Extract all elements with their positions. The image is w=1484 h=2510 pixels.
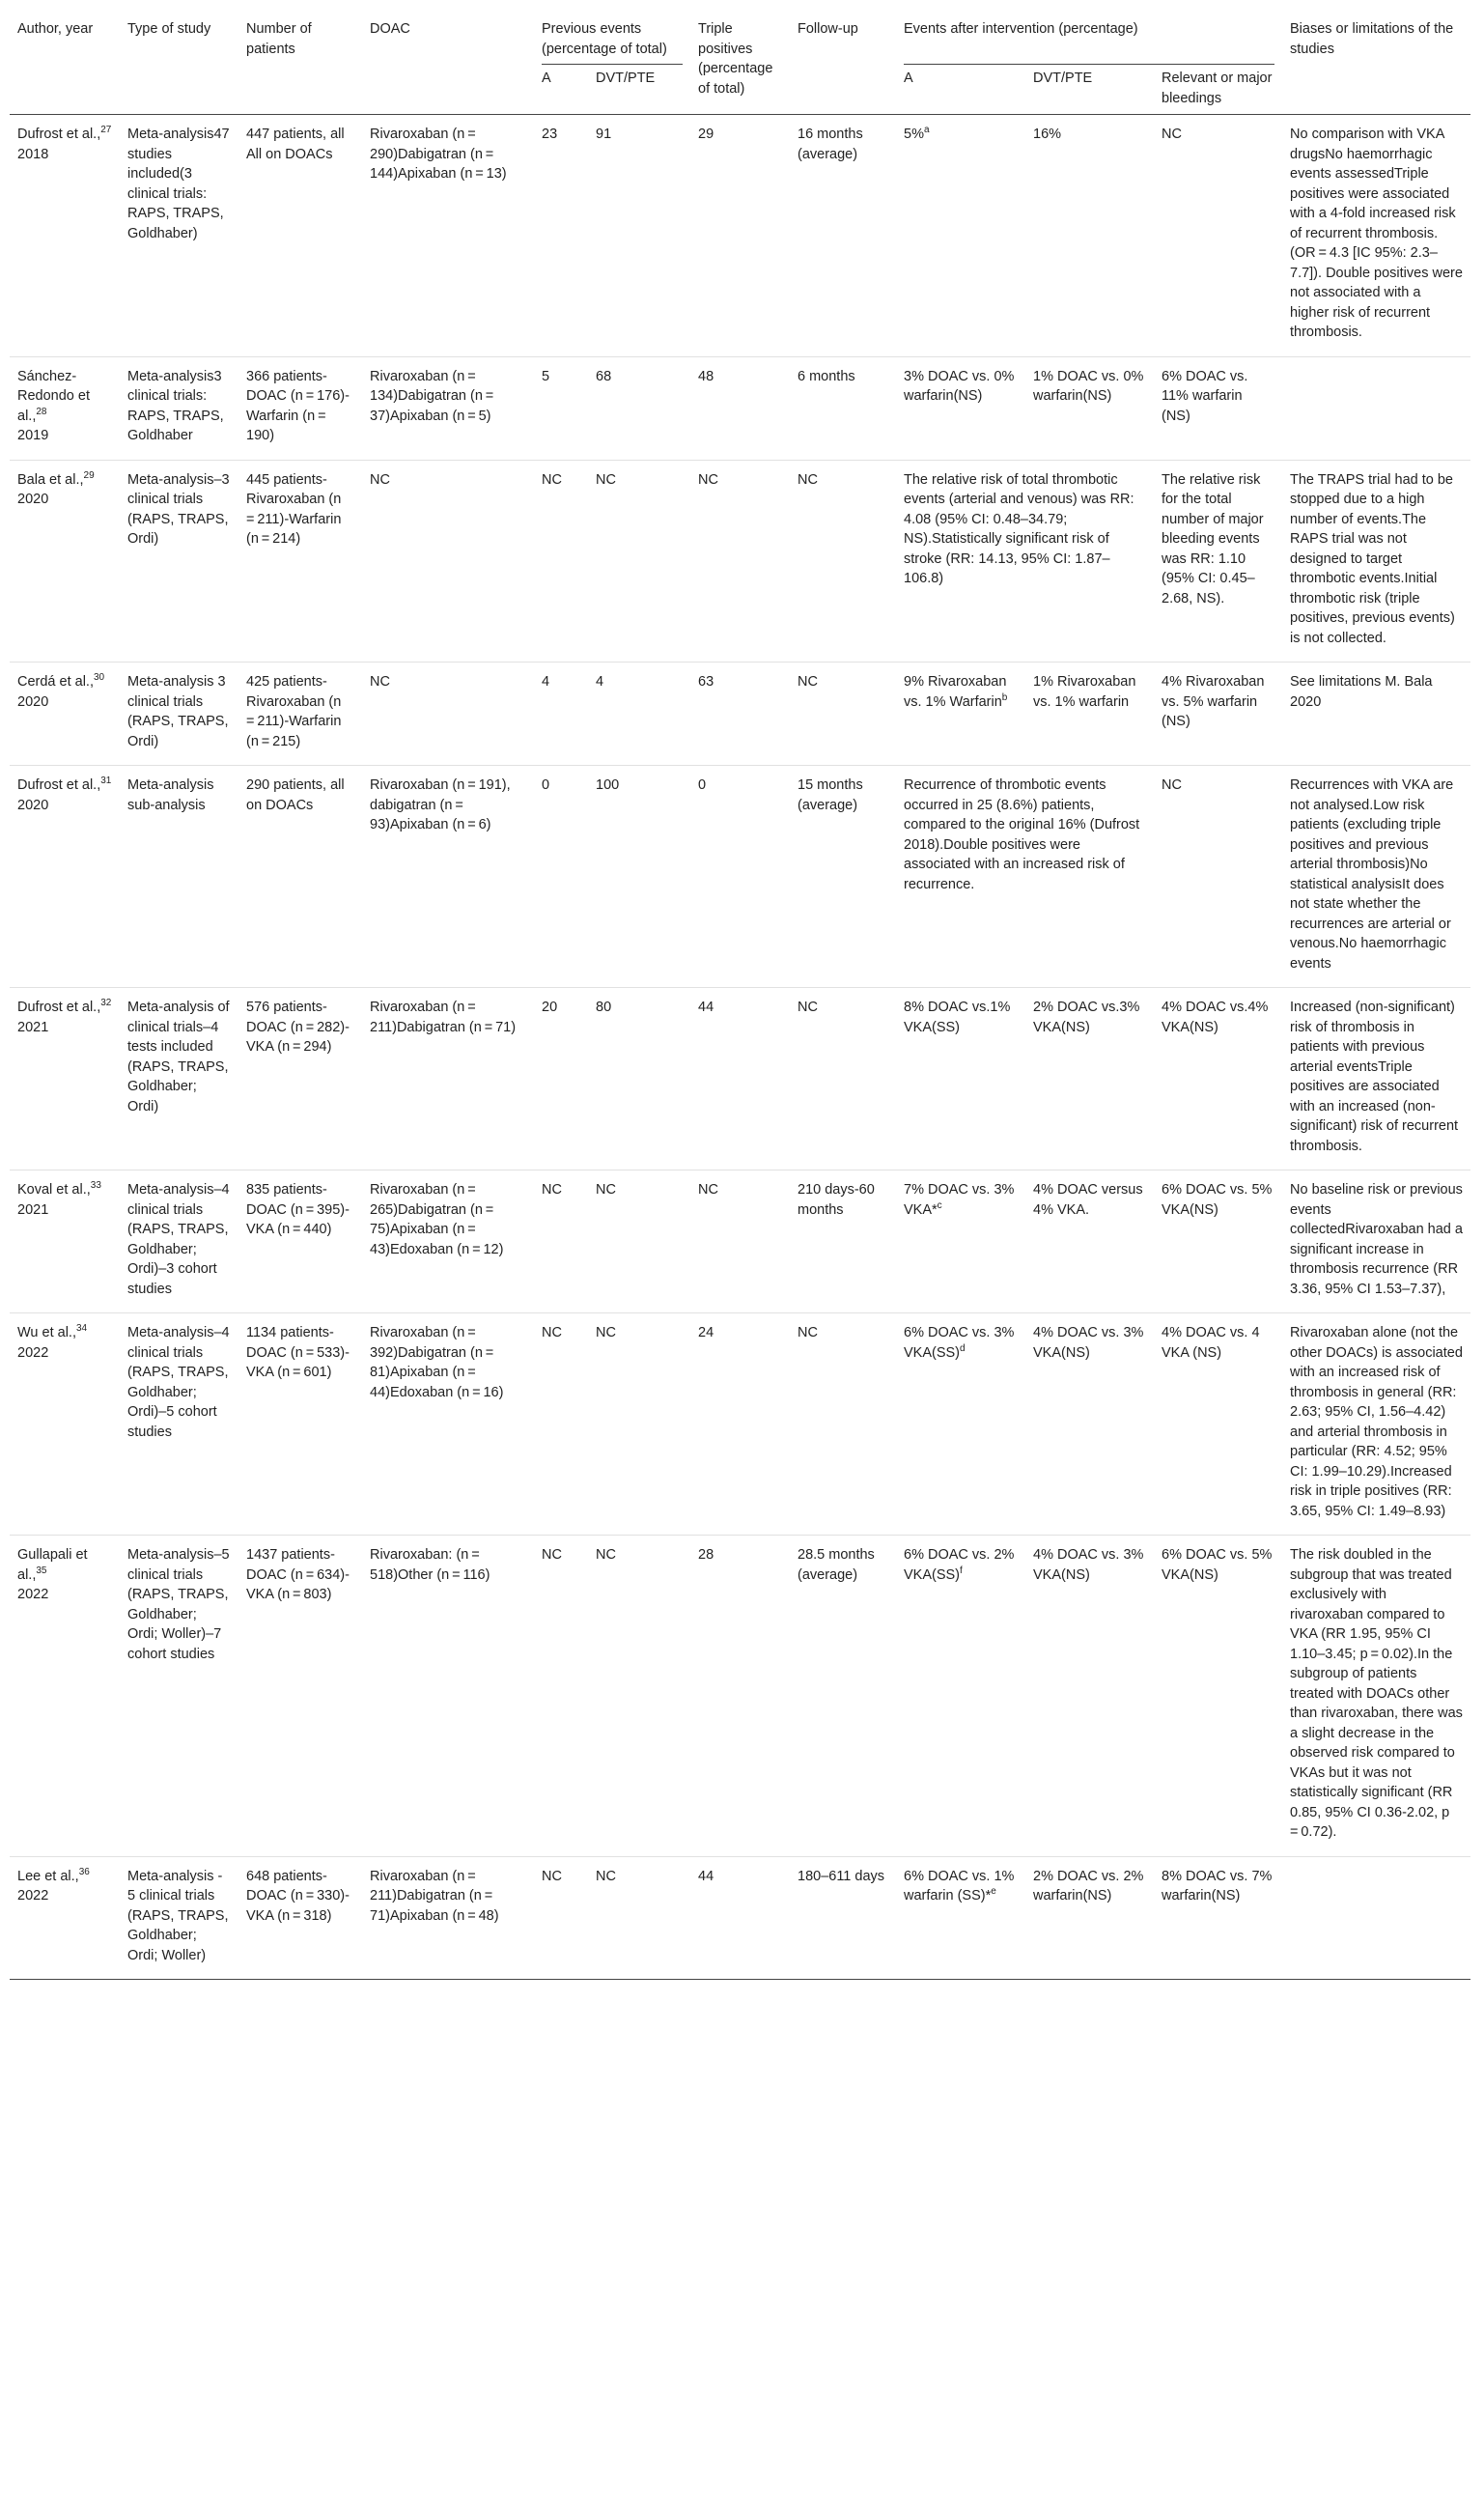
cell-type: Meta-analysis–4 clinical trials (RAPS, TRAPS, Goldhaber; Ordi)–3 cohort studies [127,1182,230,1297]
header-biases: Biases or limitations of the studies [1290,21,1454,57]
table-row [10,663,1470,766]
cell-bias: The TRAPS trial had to be stopped due to a high number of events.The RAPS trial was not designed to target thrombotic events.Initial thrombotic risk (triple positives, previous events) is not collected. [1290,471,1455,646]
cell-followup: 15 months (average) [798,777,863,813]
cell-events-merged: The relative risk of total thrombotic events (arterial and venous) was RR: 4.08 (95% CI: 0.48–34.79; NS).Statistically significant risk of stroke (RR: 14.13, 95% CI: 1.87–106.8) [904,471,1134,586]
cell-author: Koval et al.,$^{33}$ 2021 [17,1180,101,1218]
header-ev-a: A [904,71,913,86]
cell-author: Dufrost et al.,$^{27}$ 2018 [17,125,112,162]
cell-ev-dvt: 4% DOAC vs. 3% VKA(NS) [1033,1547,1144,1583]
cell-followup: NC [798,674,818,690]
cell-ev-a: 9% Rivaroxaban vs. 1% Warfarin$^b$ [904,674,1008,710]
cell-patients: 835 patients-DOAC (n = 395)-VKA (n = 440) [246,1182,350,1237]
cell-bias: Recurrences with VKA are not analysed.Low risk patients (excluding triple positives and previous arterial thrombosis)No statistical analysisIt does not state whether the recurrences are arterial or venous.No haemorrhagic events [1290,777,1454,972]
table-row [10,115,1470,357]
cell-ev-a: 7% DOAC vs. 3% VKA*$^c$ [904,1182,1015,1218]
cell-followup: NC [798,1325,818,1340]
cell-followup: 180–611 days [798,1868,885,1884]
cell-author: Dufrost et al.,$^{32}$ 2021 [17,998,112,1035]
cell-prev-a: NC [542,1547,562,1563]
cell-prev-dvt: NC [596,1868,616,1884]
studies-table [10,8,1470,1980]
cell-doac: Rivaroxaban (n = 290)Dabigatran (n = 144)Apixaban (n = 13) [370,127,507,182]
cell-type: Meta-analysis - 5 clinical trials (RAPS, TRAPS, Goldhaber; Ordi; Woller) [127,1868,229,1963]
table-row [10,1170,1470,1313]
cell-patients: 290 patients, all on DOACs [246,777,345,813]
cell-ev-dvt: 4% DOAC vs. 3% VKA(NS) [1033,1325,1144,1361]
cell-ev-a: 6% DOAC vs. 1% warfarin (SS)*$^e$ [904,1868,1015,1904]
cell-ev-a: 8% DOAC vs.1% VKA(SS) [904,1000,1011,1035]
header-previous-events: Previous events (percentage of total) [534,8,690,65]
cell-prev-dvt: NC [596,471,616,488]
cell-patients: 648 patients-DOAC (n = 330)-VKA (n = 318) [246,1868,350,1924]
cell-doac: Rivaroxaban (n = 211)Dabigatran (n = 71) [370,1000,517,1035]
cell-ev-dvt: 4% DOAC versus 4% VKA. [1033,1182,1143,1218]
cell-type: Meta-analysis 3 clinical trials (RAPS, TRAPS, Ordi) [127,674,229,749]
header-triple-positives: Triple positives (percentage of total) [698,21,773,97]
cell-triple: NC [698,1182,718,1198]
cell-ev-bleed: 6% DOAC vs. 5% VKA(NS) [1162,1182,1273,1218]
cell-author: Gullapali et al.,$^{35}$ 2022 [17,1547,88,1602]
cell-triple: 28 [698,1547,714,1563]
cell-ev-dvt: 2% DOAC vs. 2% warfarin(NS) [1033,1868,1144,1904]
cell-author: Lee et al.,$^{36}$ 2022 [17,1866,90,1904]
cell-followup: 210 days-60 months [798,1182,875,1218]
cell-ev-dvt: 1% Rivaroxaban vs. 1% warfarin [1033,674,1136,710]
cell-ev-bleed: NC [1162,127,1182,142]
cell-ev-dvt: 2% DOAC vs.3% VKA(NS) [1033,1000,1140,1035]
cell-triple: NC [698,471,718,488]
cell-events-merged: Recurrence of thrombotic events occurred in 25 (8.6%) patients, compared to the original 16% (Dufrost 2018).Double positives were associated with an increased risk of recurrence. [904,777,1140,892]
cell-doac: Rivaroxaban (n = 265)Dabigatran (n = 75)Apixaban (n = 43)Edoxaban (n = 12) [370,1182,504,1257]
cell-patients: 1437 patients-DOAC (n = 634)-VKA (n = 803) [246,1547,350,1602]
cell-type: Meta-analysis of clinical trials–4 tests included (RAPS, TRAPS, Goldhaber; Ordi) [127,1000,230,1114]
cell-bias: See limitations M. Bala 2020 [1290,674,1433,710]
cell-ev-a: 6% DOAC vs. 2% VKA(SS)$^f$ [904,1547,1015,1583]
cell-ev-dvt: 1% DOAC vs. 0% warfarin(NS) [1033,368,1144,404]
header-patients: Number of patients [246,21,312,57]
cell-ev-bleed: 4% Rivaroxaban vs. 5% warfarin (NS) [1162,674,1265,729]
cell-triple: 24 [698,1325,714,1340]
cell-doac: NC [370,674,390,690]
cell-prev-dvt: NC [596,1547,616,1563]
cell-bias: No baseline risk or previous events collectedRivaroxaban had a significant increase in thrombosis recurrence (RR 3.36, 95% CI 1.53–7.37), [1290,1182,1463,1297]
cell-doac: Rivaroxaban (n = 392)Dabigatran (n = 81)Apixaban (n = 44)Edoxaban (n = 16) [370,1325,504,1400]
cell-doac: Rivaroxaban (n = 134)Dabigatran (n = 37)Apixaban (n = 5) [370,368,497,424]
cell-patients: 447 patients, all All on DOACs [246,127,345,162]
header-ev-bleed: Relevant or major bleedings [1162,71,1273,106]
cell-prev-dvt: 100 [596,777,620,793]
cell-bias [1282,1856,1470,1980]
cell-type: Meta-analysis–4 clinical trials (RAPS, TRAPS, Goldhaber; Ordi)–5 cohort studies [127,1325,230,1440]
cell-ev-bleed: The relative risk for the total number of major bleeding events was RR: 1.10 (95% CI: 0.45–2.68, NS). [1162,471,1264,606]
cell-author: Bala et al.,$^{29}$ 2020 [17,469,95,507]
cell-ev-a: 6% DOAC vs. 3% VKA(SS)$^d$ [904,1325,1015,1361]
cell-author: Cerdá et al.,$^{30}$ 2020 [17,672,105,710]
cell-bias [1282,356,1470,460]
header-doac: DOAC [370,21,410,37]
cell-type: Meta-analysis–3 clinical trials (RAPS, TRAPS, Ordi) [127,471,230,547]
cell-bias: The risk doubled in the subgroup that was treated exclusively with rivaroxaban compared to VKA (RR 1.95, 95% CI 1.10–3.45; p = 0.02).In the subgroup of patients treated with DOACs other than rivaroxaban, there was a slight decrease in the observed risk compared to VKAs but it was not statistically significant (RR 0.85, 95% CI 0.36-2.02, p = 0.72). [1290,1547,1463,1840]
table-row [10,1313,1470,1536]
cell-patients: 425 patients-Rivaroxaban (n = 211)-Warfarin (n = 215) [246,674,345,749]
cell-followup: 28.5 months (average) [798,1547,875,1583]
cell-followup: 6 months [798,368,855,384]
cell-prev-dvt: 91 [596,127,612,142]
cell-prev-a: 20 [542,1000,558,1015]
cell-ev-bleed: 4% DOAC vs. 4 VKA (NS) [1162,1325,1260,1361]
cell-triple: 0 [698,777,707,793]
cell-bias: Increased (non-significant) risk of thrombosis in patients with previous arterial eventsTriple positives are associated with an increased (non-significant) risk of recurrent thrombosis. [1290,1000,1459,1154]
cell-prev-dvt: 80 [596,1000,612,1015]
cell-author: Wu et al.,$^{34}$ 2022 [17,1323,88,1361]
cell-prev-a: NC [542,471,562,488]
table-row [10,988,1470,1170]
cell-triple: 48 [698,368,714,384]
table-row [10,1536,1470,1857]
cell-bias: Rivaroxaban alone (not the other DOACs) is associated with an increased risk of thrombosis in general (RR: 2.63; 95% CI, 1.56–4.42) and arterial thrombosis in particular (RR: 4.52; 95% CI: 1.99–10.29).Increased risk in triple positives (RR: 3.65, 95% CI: 1.49–8.93) [1290,1325,1463,1519]
cell-prev-a: 0 [542,777,550,793]
cell-ev-bleed: 4% DOAC vs.4% VKA(NS) [1162,1000,1269,1035]
cell-type: Meta-analysis–5 clinical trials (RAPS, TRAPS, Goldhaber; Ordi; Woller)–7 cohort studies [127,1547,230,1662]
cell-ev-bleed: 8% DOAC vs. 7% warfarin(NS) [1162,1868,1273,1904]
cell-patients: 1134 patients-DOAC (n = 533)-VKA (n = 601) [246,1325,350,1380]
header-events-after: Events after intervention (percentage) [896,8,1282,65]
cell-type: Meta-analysis3 clinical trials: RAPS, TRAPS, Goldhaber [127,368,224,443]
cell-type: Meta-analysis47 studies included(3 clinical trials: RAPS, TRAPS, Goldhaber) [127,127,230,241]
header-prev-a: A [542,71,551,86]
table-row [10,1856,1470,1980]
cell-patients: 576 patients-DOAC (n = 282)-VKA (n = 294) [246,1000,350,1055]
cell-ev-dvt: 16% [1033,127,1062,142]
cell-bias: No comparison with VKA drugsNo haemorrhagic events assessedTriple positives were associated with a 4-fold increased risk of recurrent thrombosis. (OR = 4.3 [IC 95%: 2.3–7.7]). Double positives were not associated with a higher risk of recurrent thrombosis. [1290,127,1463,340]
cell-ev-a: 5%$^a$ [904,125,930,142]
cell-followup: 16 months (average) [798,127,863,162]
cell-followup: NC [798,471,818,488]
table-row [10,460,1470,663]
header-follow-up: Follow-up [798,21,858,37]
cell-triple: 29 [698,127,714,142]
header-prev-dvt: DVT/PTE [596,71,656,86]
cell-triple: 44 [698,1868,714,1884]
cell-prev-a: 5 [542,368,550,384]
cell-type: Meta-analysis sub-analysis [127,777,214,813]
header-ev-dvt: DVT/PTE [1033,71,1093,86]
header-type: Type of study [127,21,211,37]
cell-prev-a: NC [542,1325,562,1340]
cell-followup: NC [798,1000,818,1015]
cell-prev-dvt: NC [596,1325,616,1340]
cell-prev-dvt: NC [596,1182,616,1198]
cell-ev-bleed: 6% DOAC vs. 11% warfarin (NS) [1162,368,1248,424]
cell-triple: 44 [698,1000,714,1015]
cell-triple: 63 [698,674,714,690]
cell-prev-a: NC [542,1182,562,1198]
cell-patients: 445 patients-Rivaroxaban (n = 211)-Warfarin (n = 214) [246,471,345,547]
cell-prev-dvt: 4 [596,674,604,690]
cell-doac: NC [370,471,390,488]
cell-prev-a: NC [542,1868,562,1884]
cell-doac: Rivaroxaban (n = 211)Dabigatran (n = 71)Apixaban (n = 48) [370,1868,499,1924]
cell-ev-bleed: 6% DOAC vs. 5% VKA(NS) [1162,1547,1273,1583]
cell-prev-dvt: 68 [596,368,612,384]
cell-ev-bleed: NC [1162,777,1182,793]
cell-patients: 366 patients-DOAC (n = 176)-Warfarin (n = 190) [246,368,350,443]
header-author: Author, year [17,21,94,37]
cell-author: Sánchez-Redondo et al.,$^{28}$ 2019 [17,368,90,443]
cell-prev-a: 23 [542,127,558,142]
table-row [10,356,1470,460]
cell-ev-a: 3% DOAC vs. 0% warfarin(NS) [904,368,1015,404]
cell-doac: Rivaroxaban: (n = 518)Other (n = 116) [370,1547,490,1583]
cell-doac: Rivaroxaban (n = 191), dabigatran (n = 93)Apixaban (n = 6) [370,777,511,832]
cell-prev-a: 4 [542,674,550,690]
cell-author: Dufrost et al.,$^{31}$ 2020 [17,776,112,813]
table-row [10,766,1470,988]
